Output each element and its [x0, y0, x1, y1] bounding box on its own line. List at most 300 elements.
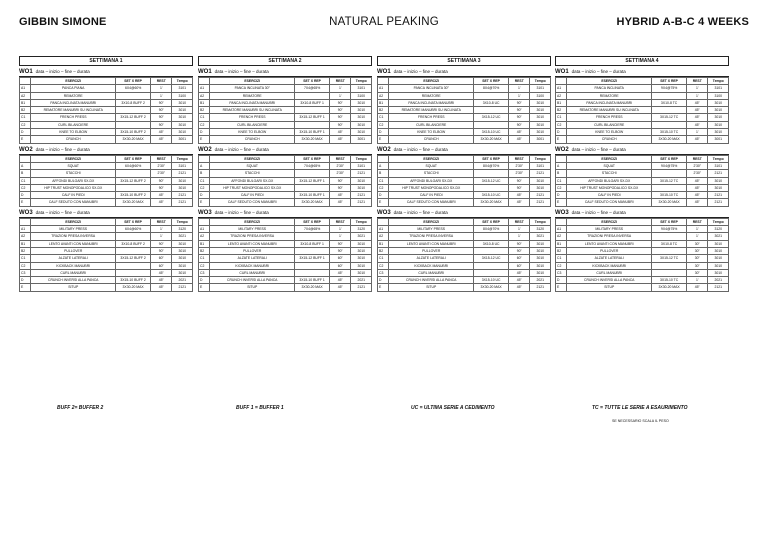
- rest-time: 2'30": [330, 170, 351, 177]
- rest-time: 45": [509, 129, 530, 136]
- exercise-name: TRAZIONI PRESA INVERSA: [31, 233, 116, 240]
- rest-time: 45": [687, 114, 708, 121]
- exercise-code: A1: [20, 226, 31, 233]
- tempo-value: 3010: [530, 99, 551, 106]
- exercise-code: C1: [378, 255, 389, 262]
- sets-reps: 7X4@65%: [295, 226, 330, 233]
- table-row: [20, 184, 193, 191]
- table-row: [556, 92, 729, 99]
- table-header: [199, 155, 372, 162]
- exercise-code: A1: [199, 226, 210, 233]
- sets-reps: 3X15-12 TC: [652, 114, 687, 121]
- exercise-name: REMATORE: [210, 92, 295, 99]
- sets-reps: [474, 92, 509, 99]
- workout-label: WO1: [377, 69, 391, 75]
- tempo-value: 3010: [708, 177, 729, 184]
- workout-header: [555, 146, 729, 155]
- exercise-table: [377, 155, 551, 207]
- table-row: [20, 262, 193, 269]
- workout-meta: data – inizio – fine – durata: [571, 146, 626, 152]
- table-row: [378, 247, 551, 254]
- exercise-name: SITUP: [210, 284, 295, 291]
- table-row: [556, 184, 729, 191]
- exercise-code: C2: [378, 184, 389, 191]
- rest-time: 90": [151, 177, 172, 184]
- sets-reps: 3X15-12 TC: [652, 177, 687, 184]
- col-rest: REST: [330, 78, 351, 85]
- rest-time: 30": [687, 269, 708, 276]
- exercise-name: SQUAT: [389, 162, 474, 169]
- rest-time: 45": [151, 129, 172, 136]
- sets-reps: [116, 233, 151, 240]
- tempo-value: 3010: [708, 184, 729, 191]
- workout-meta: data – inizio – fine – durata: [35, 209, 90, 215]
- rest-time: 45": [151, 277, 172, 284]
- exercise-code: A: [556, 162, 567, 169]
- tempo-value: 2121: [351, 199, 372, 206]
- exercise-name: CRUNCH INVERSI ALLA PANCA: [31, 277, 116, 284]
- exercise-code: B2: [20, 107, 31, 114]
- table-header: [378, 218, 551, 225]
- exercise-table: [555, 155, 729, 207]
- tempo-value: 3120: [172, 226, 193, 233]
- exercise-name: PANCA INCLINATA: [567, 85, 652, 92]
- sets-reps: 3X30-20 MAX: [295, 199, 330, 206]
- tempo-value: 3100: [351, 92, 372, 99]
- exercise-name: AFFONDI BULGARI SX-DX: [210, 177, 295, 184]
- exercise-name: LENTO AVANTI CON MANUBRI: [389, 240, 474, 247]
- week-column: [198, 56, 372, 292]
- exercise-code: D: [20, 192, 31, 199]
- rest-time: 45": [151, 284, 172, 291]
- exercise-name: SQUAT: [210, 162, 295, 169]
- exercise-name: PANCA INCLINATA 30°: [210, 85, 295, 92]
- exercise-code: C2: [378, 121, 389, 128]
- table-row: [199, 99, 372, 106]
- table-row: [20, 192, 193, 199]
- sets-reps: [474, 269, 509, 276]
- exercise-code: B2: [199, 107, 210, 114]
- table-row: [199, 247, 372, 254]
- exercise-table: [19, 77, 193, 144]
- exercise-code: A1: [378, 226, 389, 233]
- sets-reps: [652, 262, 687, 269]
- exercise-code: B: [199, 170, 210, 177]
- rest-time: 45": [330, 199, 351, 206]
- exercise-code: C1: [199, 177, 210, 184]
- exercise-name: CURL BILANCIERE: [389, 121, 474, 128]
- table-row: [556, 107, 729, 114]
- col-exercises: ESERCIZI: [210, 155, 295, 162]
- tempo-value: 3120: [708, 226, 729, 233]
- rest-time: 45": [687, 107, 708, 114]
- exercise-code: B1: [199, 99, 210, 106]
- table-row: [20, 226, 193, 233]
- col-rest: REST: [151, 155, 172, 162]
- col-exercises: ESERCIZI: [389, 218, 474, 225]
- rest-time: 45": [687, 192, 708, 199]
- col-sets: SET X REP: [295, 155, 330, 162]
- rest-time: 60": [509, 255, 530, 262]
- tempo-value: 3101: [351, 162, 372, 169]
- rest-time: 90": [330, 114, 351, 121]
- workout-meta: data – inizio – fine – durata: [214, 209, 269, 215]
- col-tempo: Tempo: [530, 155, 551, 162]
- sets-reps: 3X30-20 MAX: [116, 199, 151, 206]
- exercise-name: CURL MANUBRI: [389, 269, 474, 276]
- sets-reps: 3X30-20 MAX: [474, 136, 509, 143]
- sets-reps: 3X15-12 TC: [652, 255, 687, 262]
- exercise-code: A1: [556, 226, 567, 233]
- table-row: [378, 277, 551, 284]
- tempo-value: 3101: [708, 85, 729, 92]
- sets-reps: 3X10-8 UC: [474, 99, 509, 106]
- table-row: [378, 184, 551, 191]
- exercise-name: TRAZIONI PRESA INVERSA: [389, 233, 474, 240]
- exercise-name: REMATORE MANUBRI SU INCLINATA: [567, 107, 652, 114]
- exercise-name: KICKBACK MANUBRI: [389, 262, 474, 269]
- exercise-code: B1: [20, 99, 31, 106]
- rest-time: 2'30": [509, 162, 530, 169]
- exercise-code: C2: [556, 184, 567, 191]
- exercise-name: KICKBACK MANUBRI: [567, 262, 652, 269]
- workout-meta: data – inizio – fine – durata: [35, 146, 90, 152]
- sets-reps: 7X4@65%: [295, 85, 330, 92]
- table-row: [378, 136, 551, 143]
- tempo-value: 3120: [351, 226, 372, 233]
- workout-label: WO3: [198, 209, 212, 216]
- table-header: [556, 155, 729, 162]
- exercise-name: PULLOVER: [31, 247, 116, 254]
- table-row: [378, 192, 551, 199]
- sets-reps: [652, 92, 687, 99]
- tempo-value: 3010: [172, 262, 193, 269]
- exercise-code: B2: [556, 107, 567, 114]
- tempo-value: 3010: [172, 269, 193, 276]
- exercise-name: MILITARY PRESS: [31, 226, 116, 233]
- table-header: [556, 218, 729, 225]
- tempo-value: 3021: [351, 233, 372, 240]
- workout-header: [198, 68, 372, 77]
- rest-time: 90": [151, 114, 172, 121]
- footer-note-1: BUFF 2= BUFFER 2: [57, 405, 104, 411]
- exercise-code: A2: [556, 233, 567, 240]
- table-row: [378, 233, 551, 240]
- sets-reps: [474, 262, 509, 269]
- exercise-name: SITUP: [31, 284, 116, 291]
- table-row: [556, 192, 729, 199]
- tempo-value: 2121: [172, 192, 193, 199]
- exercise-name: PANCA INCLINATA MANUBRI: [210, 99, 295, 106]
- table-row: [20, 114, 193, 121]
- col-tempo: Tempo: [708, 78, 729, 85]
- scale-weight-note: SE NECESSARIO SCALA IL PESO: [612, 419, 669, 423]
- table-row: [20, 136, 193, 143]
- sets-reps: [652, 107, 687, 114]
- tempo-value: 3010: [351, 129, 372, 136]
- workout-label: WO2: [555, 146, 569, 153]
- sets-reps: 3X15-10 BUFF 2: [116, 129, 151, 136]
- tempo-value: 3101: [708, 162, 729, 169]
- exercise-code: C1: [20, 177, 31, 184]
- rest-time: 90": [509, 114, 530, 121]
- table-header: [199, 218, 372, 225]
- table-header: [199, 78, 372, 85]
- sets-reps: 3X10-8 BUFF 1: [295, 240, 330, 247]
- col-rest: REST: [151, 78, 172, 85]
- exercise-name: CRUNCH: [567, 136, 652, 143]
- tempo-value: 3021: [708, 233, 729, 240]
- col-exercises: ESERCIZI: [389, 155, 474, 162]
- tempo-value: 3100: [172, 92, 193, 99]
- workout-header: [198, 209, 372, 218]
- exercise-code: B1: [556, 240, 567, 247]
- workout-label: WO1: [19, 69, 33, 75]
- tempo-value: 3010: [708, 262, 729, 269]
- rest-time: 90": [509, 247, 530, 254]
- exercise-table: [19, 218, 193, 292]
- exercise-name: CURL BILANCIERE: [567, 121, 652, 128]
- rest-time: 1': [330, 226, 351, 233]
- exercise-code: E: [199, 136, 210, 143]
- table-row: [20, 240, 193, 247]
- exercise-name: CALF SEDUTO CON MANUBRI: [210, 199, 295, 206]
- exercise-name: REMATORE MANUBRI SU INCLINATA: [210, 107, 295, 114]
- rest-time: 1': [509, 92, 530, 99]
- exercise-name: SQUAT: [31, 162, 116, 169]
- col-sets: SET X REP: [474, 218, 509, 225]
- tempo-value: 2121: [172, 170, 193, 177]
- sets-reps: 3X15-12 BUFF 1: [295, 114, 330, 121]
- exercise-name: KICKBACK MANUBRI: [210, 262, 295, 269]
- exercise-name: STACCHI: [31, 170, 116, 177]
- tempo-value: 3010: [530, 184, 551, 191]
- tempo-value: 3001: [172, 136, 193, 143]
- tempo-value: 3010: [708, 240, 729, 247]
- rest-time: 90": [151, 184, 172, 191]
- tempo-value: 3010: [708, 269, 729, 276]
- table-row: [556, 170, 729, 177]
- rest-time: 90": [509, 121, 530, 128]
- rest-time: 2'30": [151, 162, 172, 169]
- rest-time: 2'30": [687, 170, 708, 177]
- tempo-value: 3010: [172, 240, 193, 247]
- exercise-code: B1: [199, 240, 210, 247]
- exercise-name: ALZATE LATERALI: [567, 255, 652, 262]
- exercise-code: D: [556, 192, 567, 199]
- table-row: [20, 269, 193, 276]
- rest-time: 90": [151, 121, 172, 128]
- sets-reps: 8X4@70%: [474, 162, 509, 169]
- exercise-name: AFFONDI BULGARI SX-DX: [31, 177, 116, 184]
- workout-meta: data – inizio – fine – durata: [214, 146, 269, 152]
- exercise-code: A: [199, 162, 210, 169]
- exercise-name: LENTO AVANTI CON MANUBRI: [567, 240, 652, 247]
- sets-reps: [295, 269, 330, 276]
- table-row: [20, 92, 193, 99]
- tempo-value: 3010: [351, 255, 372, 262]
- week-column: [19, 56, 193, 292]
- col-tempo: Tempo: [708, 155, 729, 162]
- sets-reps: 3X15-10 TC: [652, 277, 687, 284]
- tempo-value: 2121: [708, 284, 729, 291]
- tempo-value: 3010: [351, 269, 372, 276]
- workout-header: [377, 209, 551, 218]
- col-exercises: ESERCIZI: [31, 155, 116, 162]
- exercise-code: C3: [20, 269, 31, 276]
- table-row: [556, 121, 729, 128]
- sets-reps: [474, 247, 509, 254]
- col-rest: REST: [687, 155, 708, 162]
- exercise-name: KNEE TO ELBOW: [389, 129, 474, 136]
- exercise-name: CALF IN PIEDI: [389, 192, 474, 199]
- tempo-value: 3010: [172, 247, 193, 254]
- table-row: [199, 129, 372, 136]
- col-tempo: Tempo: [530, 78, 551, 85]
- col-rest: REST: [509, 78, 530, 85]
- rest-time: 90": [151, 99, 172, 106]
- col-exercises: ESERCIZI: [389, 78, 474, 85]
- sets-reps: 7X4@65%: [295, 162, 330, 169]
- table-row: [20, 121, 193, 128]
- exercise-code: A2: [20, 233, 31, 240]
- exercise-name: CALF SEDUTO CON MANUBRI: [31, 199, 116, 206]
- table-row: [20, 284, 193, 291]
- workout-meta: data – inizio – fine – durata: [393, 146, 448, 152]
- exercise-code: C2: [199, 262, 210, 269]
- sets-reps: [295, 247, 330, 254]
- rest-time: 45": [151, 136, 172, 143]
- exercise-name: LENTO AVANTI CON MANUBRI: [31, 240, 116, 247]
- table-row: [20, 129, 193, 136]
- exercise-name: SITUP: [567, 284, 652, 291]
- exercise-name: STACCHI: [567, 170, 652, 177]
- workout-header: [19, 68, 193, 77]
- exercise-name: HIP TRUST MONOPODALICO SX-DX: [567, 184, 652, 191]
- sets-reps: [116, 92, 151, 99]
- tempo-value: 3010: [351, 247, 372, 254]
- sets-reps: [116, 247, 151, 254]
- table-row: [199, 240, 372, 247]
- exercise-name: REMATORE MANUBRI SU INCLINATA: [31, 107, 116, 114]
- table-row: [199, 269, 372, 276]
- exercise-name: PANCA INCLINATA MANUBRI: [567, 99, 652, 106]
- exercise-name: KNEE TO ELBOW: [567, 129, 652, 136]
- rest-time: 90": [509, 240, 530, 247]
- exercise-name: AFFONDI BULGARI SX-DX: [567, 177, 652, 184]
- table-row: [378, 114, 551, 121]
- table-row: [20, 162, 193, 169]
- exercise-code: D: [199, 192, 210, 199]
- table-row: [556, 233, 729, 240]
- program-title: NATURAL PEAKING: [329, 16, 439, 28]
- rest-time: 45": [687, 121, 708, 128]
- rest-time: 30": [687, 262, 708, 269]
- tempo-value: 3100: [530, 92, 551, 99]
- col-rest: REST: [509, 155, 530, 162]
- rest-time: 90": [509, 107, 530, 114]
- exercise-name: PANCA INCLINATA MANUBRI: [389, 99, 474, 106]
- exercise-code: D: [378, 129, 389, 136]
- tempo-value: 3101: [172, 162, 193, 169]
- col-exercises: ESERCIZI: [567, 78, 652, 85]
- rest-time: 45": [687, 177, 708, 184]
- sets-reps: 3X15-12 UC: [474, 114, 509, 121]
- exercise-code: C1: [378, 114, 389, 121]
- rest-time: 90": [509, 177, 530, 184]
- col-exercises: ESERCIZI: [31, 78, 116, 85]
- rest-time: 45": [151, 199, 172, 206]
- table-row: [378, 85, 551, 92]
- week-title: SETTIMANA 2: [198, 56, 372, 66]
- col-tempo: Tempo: [351, 218, 372, 225]
- exercise-name: CRUNCH: [210, 136, 295, 143]
- exercise-code: A: [20, 162, 31, 169]
- rest-time: 45": [330, 277, 351, 284]
- workout-label: WO1: [198, 69, 212, 75]
- rest-time: 45": [330, 284, 351, 291]
- table-row: [378, 240, 551, 247]
- rest-time: 1': [330, 92, 351, 99]
- exercise-code: C1: [556, 114, 567, 121]
- sets-reps: 3X15-10 BUFF 1: [295, 277, 330, 284]
- tempo-value: 3100: [708, 92, 729, 99]
- tempo-value: 3010: [351, 107, 372, 114]
- table-row: [199, 277, 372, 284]
- exercise-name: TRAZIONI PRESA INVERSA: [567, 233, 652, 240]
- tempo-value: 2121: [351, 170, 372, 177]
- program-type: HYBRID A-B-C 4 WEEKS: [616, 16, 749, 28]
- exercise-name: TRAZIONI PRESA INVERSA: [210, 233, 295, 240]
- tempo-value: 3010: [708, 114, 729, 121]
- exercise-name: REMATORE MANUBRI SU INCLINATA: [389, 107, 474, 114]
- table-row: [20, 255, 193, 262]
- exercise-code: B: [378, 170, 389, 177]
- sets-reps: 3X15-10 UC: [474, 192, 509, 199]
- sets-reps: [295, 121, 330, 128]
- table-row: [378, 269, 551, 276]
- exercise-code: E: [378, 136, 389, 143]
- rest-time: 90": [330, 107, 351, 114]
- exercise-name: LENTO AVANTI CON MANUBRI: [210, 240, 295, 247]
- tempo-value: 2121: [530, 199, 551, 206]
- exercise-code: C1: [20, 114, 31, 121]
- tempo-value: 3010: [351, 240, 372, 247]
- rest-time: 1': [687, 85, 708, 92]
- table-row: [199, 136, 372, 143]
- exercise-name: CURL MANUBRI: [567, 269, 652, 276]
- col-exercises: ESERCIZI: [31, 218, 116, 225]
- exercise-name: MILITARY PRESS: [567, 226, 652, 233]
- tempo-value: 3101: [351, 85, 372, 92]
- rest-time: 30": [687, 247, 708, 254]
- table-row: [556, 262, 729, 269]
- table-row: [378, 129, 551, 136]
- col-sets: SET X REP: [295, 78, 330, 85]
- exercise-name: STACCHI: [210, 170, 295, 177]
- col-tempo: Tempo: [351, 78, 372, 85]
- sets-reps: 3X10-8 BUFF 1: [295, 99, 330, 106]
- rest-time: 1': [509, 85, 530, 92]
- exercise-code: A1: [378, 85, 389, 92]
- tempo-value: 3010: [708, 129, 729, 136]
- rest-time: 45": [509, 192, 530, 199]
- week-column: [377, 56, 551, 292]
- exercise-code: E: [20, 284, 31, 291]
- rest-time: 45": [687, 199, 708, 206]
- col-exercises: ESERCIZI: [210, 78, 295, 85]
- rest-time: 45": [509, 269, 530, 276]
